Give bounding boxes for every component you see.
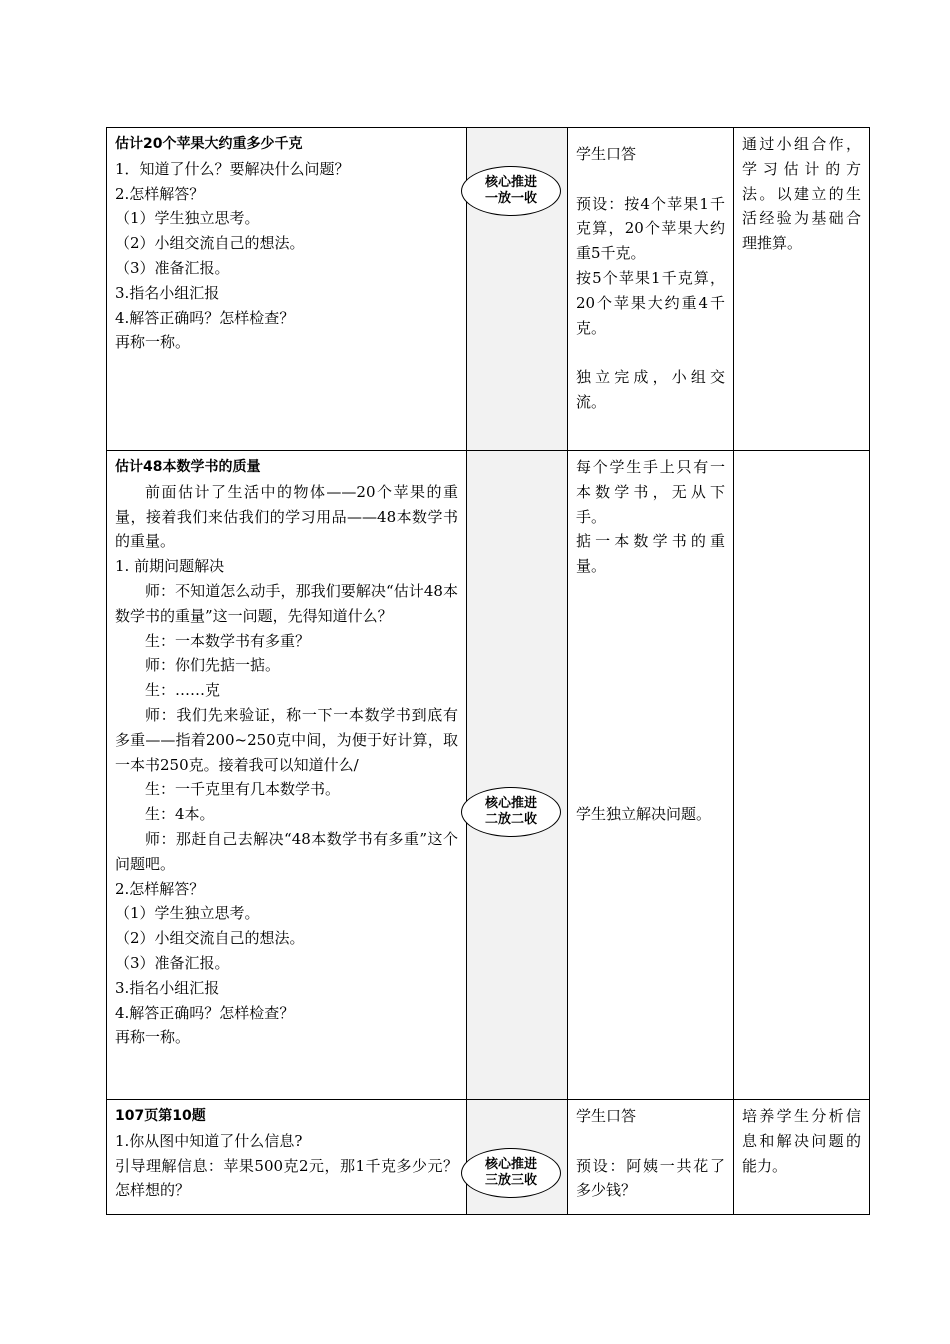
content-line: （3）准备汇报。 xyxy=(115,953,230,972)
dialog-line: 生：……克 xyxy=(145,681,221,700)
content-line: （1）学生独立思考。 xyxy=(115,209,260,228)
content-line: （2）小组交流自己的想法。 xyxy=(115,234,305,253)
process-cell xyxy=(467,451,568,1100)
design-intent-cell xyxy=(734,451,870,1100)
content-line: （2）小组交流自己的想法。 xyxy=(115,929,305,948)
table-row xyxy=(107,1100,870,1215)
content-cell xyxy=(107,128,467,451)
section-title: 107页第10题 xyxy=(115,1108,206,1124)
content-line: （3）准备汇报。 xyxy=(115,258,230,277)
core-advance-oval: 核心推进 三放三收 xyxy=(461,1148,561,1198)
intent-text: 通过小组合作，学习估计的方法。以建立的生活经验为基础合理推算。 xyxy=(742,135,861,253)
intent-text: 培养学生分析信息和解决问题的能力。 xyxy=(742,1107,861,1175)
core-advance-oval: 核心推进 一放一收 xyxy=(461,166,561,216)
dialog-line: 生：4本。 xyxy=(145,805,215,824)
dialog-line: 师：那赶自己去解决“48本数学书有多重”这个问题吧。 xyxy=(115,829,458,873)
content-cell xyxy=(107,451,467,1100)
lesson-plan-table xyxy=(106,127,870,1215)
student-line: 学生口答 xyxy=(576,1107,637,1125)
process-cell xyxy=(467,1100,568,1215)
content-line: （1）学生独立思考。 xyxy=(115,904,260,923)
student-line: 独立完成，小组交流。 xyxy=(576,368,725,411)
content-line: 4.解答正确吗？怎样检查？ xyxy=(115,308,295,327)
content-line: 引导理解信息：苹果500克2元，那1千克多少元？怎样想的？ xyxy=(115,1156,458,1200)
content-line: 3.指名小组汇报 xyxy=(115,283,220,302)
content-line: 2.怎样解答？ xyxy=(115,184,205,203)
student-line: 学生独立解决问题。 xyxy=(576,804,712,823)
student-activity-cell xyxy=(568,1100,734,1215)
section-title: 估计20个苹果大约重多少千克 xyxy=(115,136,303,152)
content-line: 1．知道了什么？要解决什么问题？ xyxy=(115,159,350,178)
content-line: 前面估计了生活中的物体——20个苹果的重量，接着我们来估我们的学习用品——48本数学书的重量。 xyxy=(115,482,458,551)
content-line: 1. 前期问题解决 xyxy=(115,557,225,576)
dialog-line: 师：你们先掂一掂。 xyxy=(145,656,281,675)
content-line: 2.怎样解答？ xyxy=(115,879,205,898)
content-line: 4.解答正确吗？怎样检查？ xyxy=(115,1003,295,1022)
student-line: 学生口答 xyxy=(576,145,637,163)
design-intent-cell xyxy=(734,128,870,451)
student-line: 预设：阿姨一共花了多少钱？ xyxy=(576,1156,725,1200)
student-line: 按5个苹果1千克算，20个苹果大约重4千克。 xyxy=(576,268,725,337)
student-line: 每个学生手上只有一本数学书，无从下手。 xyxy=(576,458,725,526)
section-title: 估计48本数学书的质量 xyxy=(115,459,261,475)
design-intent-cell xyxy=(734,1100,870,1215)
student-line: 预设：按4个苹果1千克算，20个苹果大约重5千克。 xyxy=(576,194,725,263)
dialog-line: 生：一千克里有几本数学书。 xyxy=(145,780,341,799)
student-line: 掂一本数学书的重量。 xyxy=(576,532,725,576)
dialog-line: 师：我们先来验证，称一下一本数学书到底有多重——指着200~250克中间，为便于好计算，取一本书250克。接着我可以知道什么/ xyxy=(115,705,458,774)
content-cell xyxy=(107,1100,467,1215)
process-cell xyxy=(467,128,568,451)
content-line: 再称一称。 xyxy=(115,1028,191,1047)
student-activity-cell xyxy=(568,128,734,451)
content-line: 再称一称。 xyxy=(115,333,191,352)
core-advance-oval: 核心推进 二放二收 xyxy=(461,787,561,837)
dialog-line: 师：不知道怎么动手，那我们要解决“估计48本数学书的重量”这一问题，先得知道什么？ xyxy=(115,581,458,625)
table-row xyxy=(107,451,870,1100)
table-row xyxy=(107,128,870,451)
student-activity-cell xyxy=(568,451,734,1100)
content-line: 1.你从图中知道了什么信息? xyxy=(115,1131,303,1150)
dialog-line: 生：一本数学书有多重？ xyxy=(145,631,311,650)
content-line: 3.指名小组汇报 xyxy=(115,978,220,997)
